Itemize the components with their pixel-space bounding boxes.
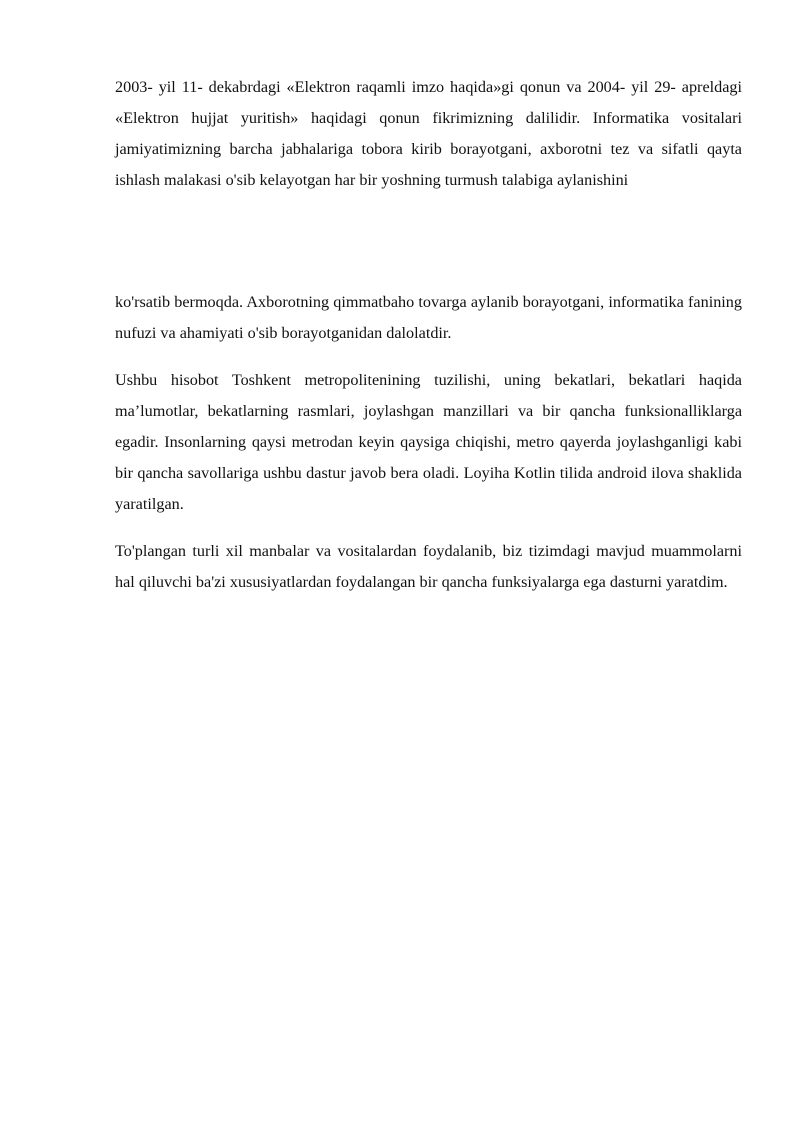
paragraph-4: To'plangan turli xil manbalar va vositalardan foydalanib, biz tizimdagi mavjud muammolarni hal qiluvchi ba'zi xususiyatlardan foydalangan bir qancha funksiyalarga ega dasturni yaratdim. [115, 542, 742, 591]
paragraph-3: Ushbu hisobot Toshkent metropolitenining tuzilishi, uning bekatlari, bekatlari haqida ma’lumotlar, bekatlarning rasmlari, joylashgan manzillari va bir qancha funksionalliklarga egadir. Insonlarning qaysi metrodan keyin qaysiga chiqishi, metro qayerda joylashganligi kabi bir qancha savollariga ushbu dastur javob bera oladi. Loyiha Kotlin tilida android ilova shaklida yaratilgan. [115, 371, 742, 513]
paragraph-2: ko'rsatib bermoqda. Axborotning qimmatbaho tovarga aylanib borayotgani, informatika fanining nufuzi va ahamiyati o'sib borayotganidan dalolatdir. [115, 293, 742, 342]
paragraph-1: 2003- yil 11- dekabrdagi «Elektron raqamli imzo haqida»gi qonun va 2004- yil 29- apreldagi «Elektron hujjat yuritish» haqidagi qonun fikrimizning dalilidir. Informatika vositalari jamiyatimizning barcha jabhalariga tobora kirib borayotgani, axborotni tez va sifatli qayta ishlash malakasi o'sib kelayotgan har bir yoshning turmush talabiga aylanishini [115, 78, 742, 189]
